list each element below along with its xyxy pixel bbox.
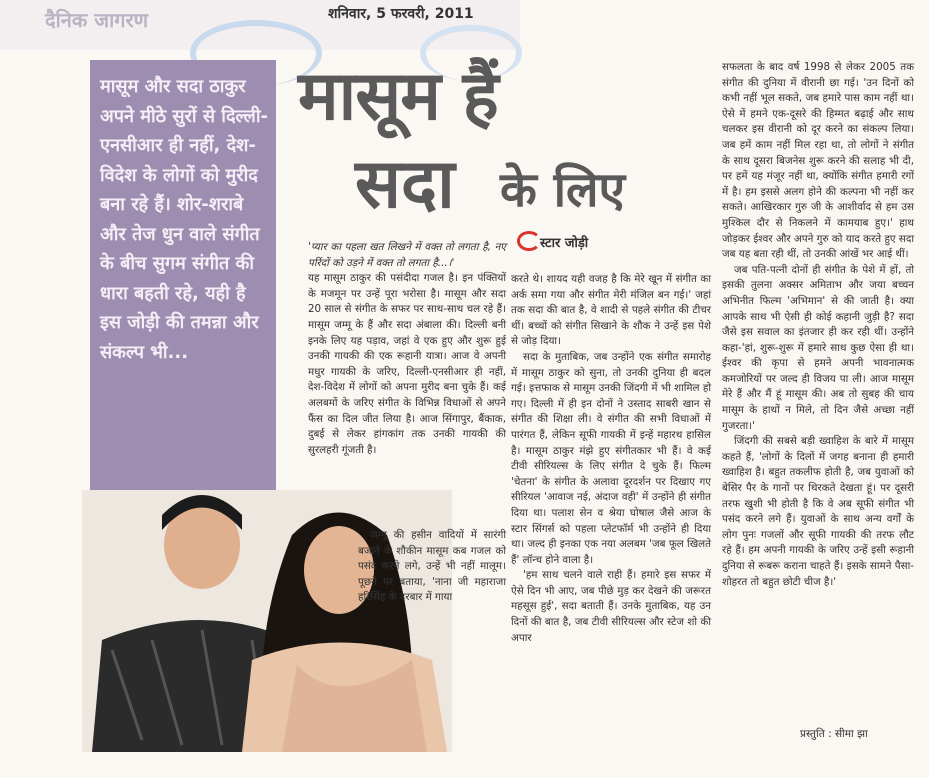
headline-line1: मासूम हैं [298, 57, 498, 136]
headline-line3: के लिए [500, 162, 626, 218]
paragraph: जिंदगी की सबसे बड़ी ख्वाहिश के बारे में मासूम कहते हैं, 'लोगों के दिलों में जगह बनाना ही हमारी ख्वाहिश है। बहुत तकलीफ होती है, जब युवाओं को बेसिर पैर के गानों पर थिरकते देखता हूं। पर दूसरी तरफ खुशी भी होती है कि वे अब सूफी संगीत भी पसंद करने लगे हैं। युवाओं के साथ अन्य वर्गों के लोग पुनः गजलों और सूफी गायकी की तरफ लौट रहे हैं। हम अपनी गायकी के जरिए उन्हें इसी रूहानी दुनिया से रूबरू कराना चाहते हैं। इसके सामने पैसा-शोहरत तो बहुत छोटी चीज है।' [722, 435, 914, 588]
paragraph: जब पति-पत्नी दोनों ही संगीत के पेशे में हों, तो इसकी तुलना अक्सर अमिताभ और जया बच्चन अभिनीत फिल्म 'अभिमान' से की जाती है। क्या आपके साथ भी ऐसी ही कोई कहानी जुड़ी है? सदा जैसे इस सवाल का इंतजार ही कर रही थीं। उन्होंने कहा-'हां, शुरू-शुरू में हमारे साथ कुछ ऐसा ही था। ईश्वर की कृपा से हमने अपनी भावनात्मक कमजोरियों पर जल्द ही विजय पा ली। आज मासूम मेरे हैं और मैं हूं मासूम की। अब तो सुबह की चाय मासूम के हाथों न मिले, तो दिन जैसे अच्छा नहीं गुजरता।' [722, 263, 914, 432]
article-column-2 [511, 272, 711, 646]
paragraph: करते थे। शायद यही वजह है कि मेरे खून में संगीत का अर्क समा गया और संगीत मेरी मंजिल बन गई।' जहां तक सदा की बात है, वे शादी से पहले संगीत की टीचर थीं। बच्चों को संगीत सिखाने के शौक ने उन्हें इस पेशे से जोड़ दिया। [511, 273, 711, 348]
article-column-1-continued [358, 528, 506, 606]
paragraph: सफलता के बाद वर्ष 1998 से लेकर 2005 तक संगीत की दुनिया में वीरानी छा गई। 'उन दिनों को कभी नहीं भूल सकते, जब हमारे पास काम नहीं था। ऐसे में हमने एक-दूसरे की हिम्मत बढ़ाई और साथ चलकर इस वीरानी को दूर करने का संकल्प लिया। जब हमें काम नहीं मिल रहा था, तो लोगों ने संगीत के साथ दूसरा बिजनेस शुरू करने की सलाह भी दी, पर हमें यह मंजूर नहीं था, क्योंकि संगीत हमारी रगों में है। हम इससे अलग होने की कल्पना भी नहीं कर सकते। आखिरकार गुरु जी के आशीर्वाद से हम उस मुश्किल दौर से निकलने में कामयाब हुए।' हाथ जोड़कर ईश्वर और अपने गुरु को याद करते हुए सदा जब यह बता रही थीं, तो उनकी आंखें भर आई थीं। [722, 61, 914, 261]
opening-couplet: 'प्यार का पहला खत लिखने में वक्त तो लगता है, नए परिंदों को उड़ने में वक्त तो लगता है...।' [308, 241, 506, 269]
pull-quote-text: मासूम और सदा ठाकुर अपने मीठे सुरों से दिल्ली-एनसीआर ही नहीं, देश-विदेश के लोगों को मुरीद बना रहे हैं। शोर-शराबे और तेज धुन वाले संगीत के बीच सुगम संगीत की धारा बहती रहे, यही है इस जोड़ी की तमन्ना और संकल्प भी... [100, 76, 268, 363]
paragraph: सदा के मुताबिक, जब उन्होंने एक संगीत समारोह में मासूम ठाकुर को सुना, तो उनकी दुनिया ही बदल गई। इत्तफाक से मासूम उनकी जिंदगी में भी शामिल हो गए। दिल्ली में ही इन दोनों ने उस्ताद साबरी खान से संगीत की शिक्षा ली। वे संगीत की सभी विधाओं में पारंगत हैं, लेकिन सूफी गायकी में इन्हें महारथ हासिल है। मासूम ठाकुर मंझे हुए संगीतकार भी हैं। वे कई टीवी सीरियल्स के लिए संगीत दे चुके हैं। फिल्म 'चेतना' के संगीत के अलावा दूरदर्शन पर दिखाए गए सीरियल 'आवाज नई, अंदाज वही' में उन्होंने ही संगीत दिया था। पलाश सेन व श्रेया घोषाल जैसे आज के स्टार सिंगर्स को पहला प्लेटफॉर्म भी उन्होंने ही दिया था। जल्द ही इनका एक नया अलबम 'जब फूल खिलते हैं' लॉन्च होने वाला है। [511, 350, 711, 566]
paragraph: 'हम साथ चलने वाले राही हैं। हमारे इस सफर में ऐसे दिन भी आए, जब पीछे मुड़ कर देखने की जरूरत महसूस हुई', सदा बताती हैं। उनके मुताबिक, यह उन दिनों की बात है, जब टीवी सीरियल्स और स्टेज शो की अपार [511, 569, 711, 644]
masthead-date: शनिवार, 5 फरवरी, 2011 [328, 6, 474, 22]
kicker-swoosh-icon [517, 231, 541, 251]
article-column-1 [308, 240, 506, 458]
masthead-brand: दैनिक जागरण [45, 8, 149, 32]
article-column-3 [722, 60, 914, 590]
headline-line2: सदा [355, 145, 455, 224]
paragraph: जम्मू की हसीन वादियों में सारंगी बजाने के शौकीन मासूम कब गजल को पसंद करने लगे, उन्हें भी नहीं मालूम। पूछने पर बताया, 'नाना जी महाराजा हरिसिंह के दरबार में गाया [358, 529, 506, 604]
paragraph: यह मासूम ठाकुर की पसंदीदा गजल है। इन पंक्तियों के मजमून पर उन्हें पूरा भरोसा है। मासूम और सदा 20 साल से संगीत के सफर पर साथ-साथ चल रहे हैं। मासूम जम्मू के हैं और सदा अंबाला की। दिल्ली बनी इनके लिए यह पड़ाव, जहां वे एक हुए और शुरू हुई उनकी गायकी की एक रूहानी यात्रा। आज वे अपनी मधुर गायकी के जरिए, दिल्ली-एनसीआर ही नहीं, देश-विदेश में लोगों को अपना मुरीद बना चुके हैं। कई अलबमों के जरिए संगीत के विभिन्न विधाओं से अपने फैंस का दिल जीत लिया है। आज सिंगापुर, बैंकाक, दुबई से लेकर हांगकांग तक उनकी गायकी की सुरलहरी गूंजती है। [308, 272, 506, 456]
headline-kicker: स्टार जोड़ी [540, 236, 589, 251]
byline: प्रस्तुति : सीमा झा [800, 728, 868, 740]
